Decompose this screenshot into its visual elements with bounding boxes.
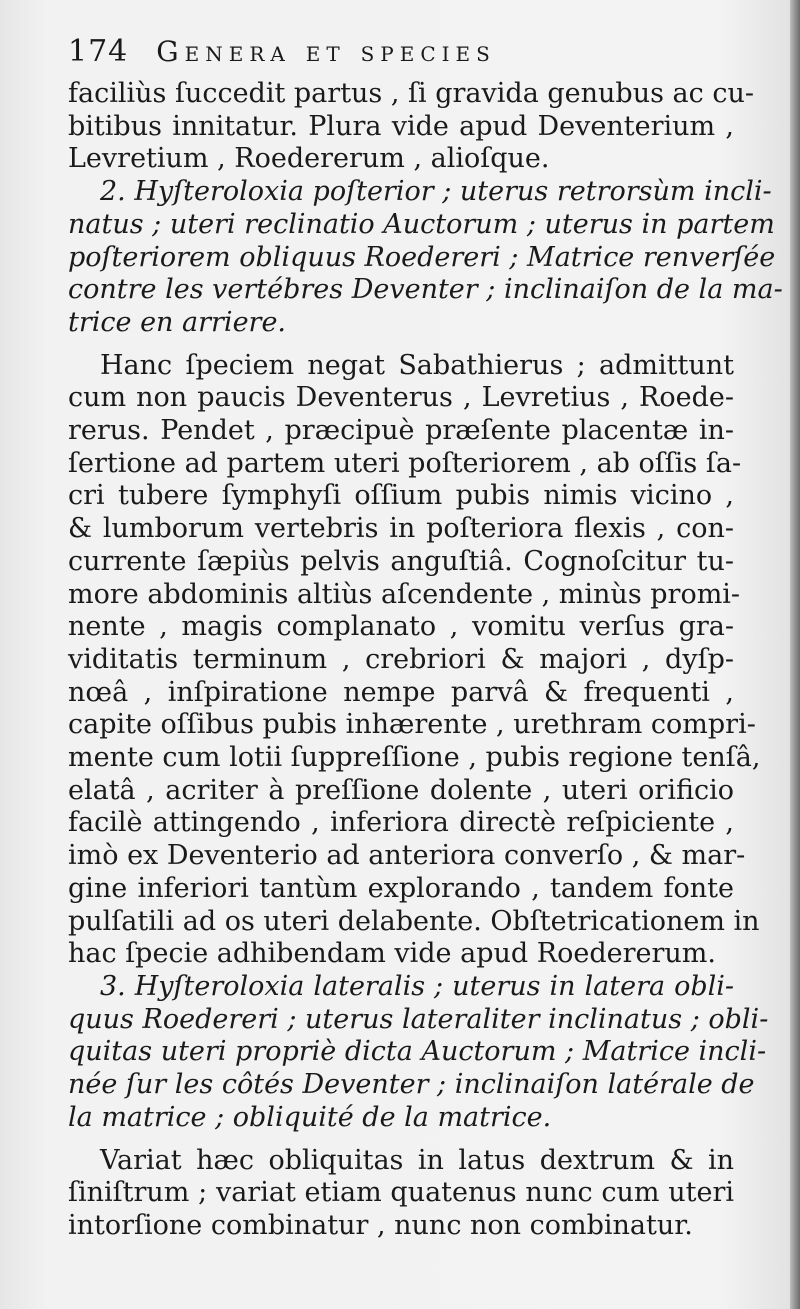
page-number: 174	[68, 34, 129, 69]
body-text	[68, 78, 783, 1243]
text-line: contre les vertébres Deventer ; inclinaiſon de la ma-	[68, 274, 783, 306]
text-line: pulſatili ad os uteri delabente. Obſtetricationem in	[68, 905, 760, 937]
text-line: 2. Hyſteroloxia poſterior ; uterus retrorsùm incli-	[100, 176, 772, 208]
text-line: quitas uteri propriè dicta Auctorum ; Matrice incli-	[68, 1036, 767, 1068]
text-line: & lumborum vertebris in poſteriora flexis , con-	[68, 513, 734, 545]
running-title: Genera et species	[156, 35, 496, 68]
page-text-block	[68, 34, 783, 1243]
text-line: poſteriorem obliquus Roedereri ; Matrice renverſée	[68, 241, 776, 273]
text-line: faciliùs ſuccedit partus , ſi gravida genubus ac cu-	[68, 78, 754, 109]
text-line: cum non paucis Deventerus , Levretius , Roede-	[68, 382, 734, 414]
text-line: Variat hæc obliquitas in latus dextrum & in	[100, 1144, 734, 1176]
text-line: rerus. Pendet , præcipuè præſente placentæ in-	[68, 415, 734, 447]
text-line: quus Roedereri ; uterus lateraliter inclinatus ; obli-	[68, 1003, 769, 1035]
text-line: mente cum lotii ſuppreſſione , pubis regione tenſâ,	[68, 742, 761, 774]
text-line: Levretium , Roedererum , alioſque.	[68, 143, 550, 175]
text-line: currente ſæpiùs pelvis anguſtiâ. Cognoſcitur tu-	[68, 545, 734, 577]
paragraph-gap	[68, 1135, 734, 1145]
text-line: la matrice ; obliquité de la matrice.	[68, 1101, 552, 1133]
page-header	[68, 36, 734, 78]
text-line: cri tubere ſymphyſi oſſium pubis nimis vicino ,	[68, 480, 734, 512]
text-line: elatâ , acriter à preſſione dolente , uteri orificio	[68, 774, 734, 806]
text-line: capite oſſibus pubis inhærente , urethram compri-	[68, 709, 756, 741]
text-line: nœâ , inſpiratione nempe parvâ & frequenti ,	[68, 676, 734, 708]
text-line: née ſur les côtés Deventer ; inclinaiſon latérale de	[68, 1069, 755, 1101]
text-line: more abdominis altiùs aſcendente , minùs promi-	[68, 578, 741, 610]
text-line: ſertione ad partem uteri poſteriorem , ab oſſis ſa-	[68, 447, 742, 479]
text-line: nente , magis complanato , vomitu verſus gra-	[68, 611, 734, 643]
text-line: facilè attingendo , inferiora directè reſpiciente ,	[68, 807, 734, 839]
text-line: ſiniſtrum ; variat etiam quatenus nunc cum uteri	[68, 1177, 734, 1209]
text-line: Hanc ſpeciem negat Sabathierus ; admittunt	[100, 349, 734, 381]
text-line: intorſione combinatur , nunc non combinatur.	[68, 1209, 693, 1241]
text-line: gine inferiori tantùm explorando , tandem fonte	[68, 872, 734, 904]
text-line: hac ſpecie adhibendam vide apud Roedererum.	[68, 938, 716, 970]
page-edge-shadow	[790, 0, 800, 1309]
text-line: 3. Hyſteroloxia lateralis ; uterus in latera obli-	[100, 970, 734, 1002]
text-line: bitibus innitatur. Plura vide apud Deventerium ,	[68, 110, 734, 142]
paragraph-gap	[68, 340, 734, 350]
text-line: imò ex Deventerio ad anteriora converſo , & mar-	[68, 840, 746, 872]
text-line: trice en arriere.	[68, 306, 287, 338]
text-line: viditatis terminum , crebriori & majori , dyſp-	[68, 643, 734, 675]
text-line: natus ; uteri reclinatio Auctorum ; uterus in partem	[68, 208, 775, 240]
